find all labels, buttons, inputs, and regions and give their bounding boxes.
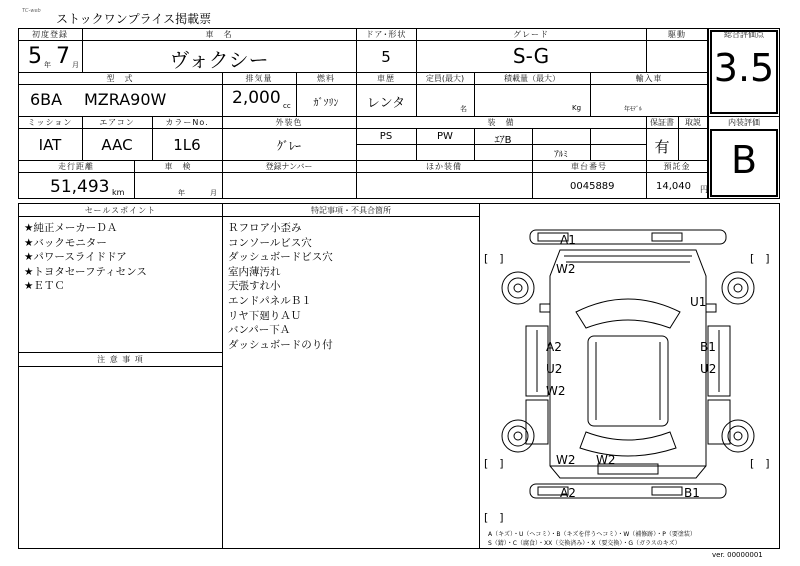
reg-unit-month: 月 xyxy=(72,61,79,69)
damage-w2-bl: W2 xyxy=(556,453,576,467)
category-value: レンタ xyxy=(366,96,406,111)
doc-title: ストックワンプライス掲載票 xyxy=(56,12,212,26)
label-sales-points: セールスポイント xyxy=(84,206,157,215)
label-caution: 注 意 事 項 xyxy=(97,355,144,364)
label-load: 積載量（最大） xyxy=(504,74,560,83)
label-import: 輸入車 xyxy=(635,74,663,83)
import-unit: 年ﾓﾃﾞﾙ xyxy=(624,106,643,113)
list-item: ★バックモニター xyxy=(24,236,107,249)
damage-b1-r: B1 xyxy=(700,340,716,354)
damage-b1-b: B1 xyxy=(684,486,700,500)
list-item: ★純正メーカーＤＡ xyxy=(24,222,118,234)
label-car-name: 車 名 xyxy=(205,30,233,39)
stock-no-value: 0045889 xyxy=(570,181,615,192)
list-item: コンソールビス穴 xyxy=(228,236,312,249)
list-item: 天張すれ小 xyxy=(228,280,281,293)
damage-a2-l: A2 xyxy=(546,340,562,354)
legend-line-1: A（キズ）・U（ヘコミ）・B（キズを伴うヘコミ）・W（補修跡）・P（要塗装） xyxy=(488,531,696,538)
label-category: 車歴 xyxy=(377,74,395,83)
damage-w2-bm: W2 xyxy=(596,453,616,467)
list-item: ★ＥＴＣ xyxy=(24,280,65,293)
notes-list xyxy=(228,221,333,352)
damage-a1: A1 xyxy=(560,233,576,247)
label-price: 預託金 xyxy=(663,162,691,171)
fuel-value: ｶﾞｿﾘﾝ xyxy=(313,98,339,109)
list-item: ★トヨタセーフティセンス xyxy=(24,265,147,278)
logo: TC-web xyxy=(22,8,41,14)
damage-u2-l: U2 xyxy=(546,362,563,376)
equip-alumi: ｱﾙﾐ xyxy=(554,150,568,160)
reg-unit-year: 年 xyxy=(44,61,51,69)
legend-line-2: S（錆）・C（腐食）・XX（交換済み）・X（要交換）・G（ガラスのキズ） xyxy=(488,540,681,547)
damage-a2-b: A2 xyxy=(560,486,576,500)
list-item: エンドパネルＢ１ xyxy=(228,294,312,307)
interior-score-value: B xyxy=(730,138,758,182)
label-overall-score: 総合評価点 xyxy=(724,30,764,39)
label-color-no: カラーNo. xyxy=(165,118,209,127)
model-prefix: 6BA xyxy=(30,90,63,109)
version: ver. 00000001 xyxy=(712,551,763,559)
label-aircon: エアコン xyxy=(99,118,135,127)
bracket-bl: [ ] xyxy=(484,457,504,470)
damage-u2-r: U2 xyxy=(700,362,717,376)
damage-w2-tl: W2 xyxy=(556,262,576,276)
label-warranty: 保証書 xyxy=(650,118,674,127)
label-first-reg: 初度登録 xyxy=(32,30,68,39)
label-doors: ドア･形状 xyxy=(365,30,407,39)
damage-w2-l: W2 xyxy=(546,384,566,398)
aircon-value: AAC xyxy=(101,136,133,154)
damage-u1: U1 xyxy=(690,295,707,309)
bracket-bottom: [ ] xyxy=(484,511,504,524)
grade-value: S-G xyxy=(512,44,550,68)
label-drive: 駆動 xyxy=(668,30,686,39)
reg-year-val: 7 xyxy=(56,44,70,69)
label-model: 型 式 xyxy=(106,74,134,83)
displacement-unit: cc xyxy=(283,102,291,110)
bracket-tl: [ ] xyxy=(484,252,504,265)
car-name-value: ヴォクシー xyxy=(169,48,269,72)
load-unit: Kg xyxy=(572,104,582,112)
label-recycle: 取説 xyxy=(685,118,701,127)
label-capacity: 定員(最大) xyxy=(425,74,465,83)
bracket-tr: [ ] xyxy=(750,252,770,265)
price-unit: 円 xyxy=(700,185,708,194)
label-mission: ミッション xyxy=(27,118,73,127)
mileage-unit: km xyxy=(112,188,125,197)
reg-month: 5 xyxy=(28,44,42,69)
equip-airbag: ｴｱB xyxy=(494,135,512,146)
label-fuel: 燃料 xyxy=(317,74,335,83)
list-item: 室内薄汚れ xyxy=(228,265,281,278)
label-stock-no: 車台番号 xyxy=(571,162,607,171)
list-item: バンパー下Ａ xyxy=(228,324,291,337)
label-equipment: 装 備 xyxy=(487,118,515,127)
price-value: 14,040 xyxy=(656,181,691,192)
car-diagram xyxy=(480,216,780,524)
warranty-value: 有 xyxy=(654,138,670,156)
list-item: ★パワースライドドア xyxy=(24,251,127,264)
equip-pw: PW xyxy=(437,131,453,142)
label-notes-special: 特記事項・不具合箇所 xyxy=(311,206,391,215)
label-exterior-color: 外装色 xyxy=(275,118,303,127)
bracket-br: [ ] xyxy=(750,457,770,470)
model-value: MZRA90W xyxy=(84,90,167,109)
mission-value: IAT xyxy=(38,136,62,154)
sales-points-list xyxy=(24,221,147,294)
label-grade: グレード xyxy=(513,30,549,39)
exterior-color-value: ｸﾞﾚｰ xyxy=(276,139,301,153)
insp-month: 月 xyxy=(210,189,217,197)
overall-score-value: 3.5 xyxy=(713,46,775,90)
label-other-equip: ほか装備 xyxy=(426,162,462,171)
label-reg-number: 登録ナンバー xyxy=(265,162,313,171)
label-inspection: 車 検 xyxy=(164,162,192,171)
mileage-value: 51,493 xyxy=(50,177,110,197)
color-no-value: 1L6 xyxy=(173,136,201,154)
label-displacement: 排気量 xyxy=(245,74,273,83)
label-interior-score: 内装評価 xyxy=(728,118,760,127)
equip-ps: PS xyxy=(379,131,393,142)
doors-value: 5 xyxy=(381,48,391,66)
list-item: リヤ下廻りＡＵ xyxy=(228,309,302,322)
insp-year: 年 xyxy=(178,189,185,197)
list-item: ダッシュボードビス穴 xyxy=(228,251,333,264)
label-mileage: 走行距離 xyxy=(58,162,94,171)
list-item: ダッシュボードのり付 xyxy=(228,338,333,351)
displacement-value: 2,000 xyxy=(232,88,281,108)
capacity-unit: 名 xyxy=(460,105,467,113)
list-item: Ｒフロア小歪み xyxy=(228,222,302,234)
